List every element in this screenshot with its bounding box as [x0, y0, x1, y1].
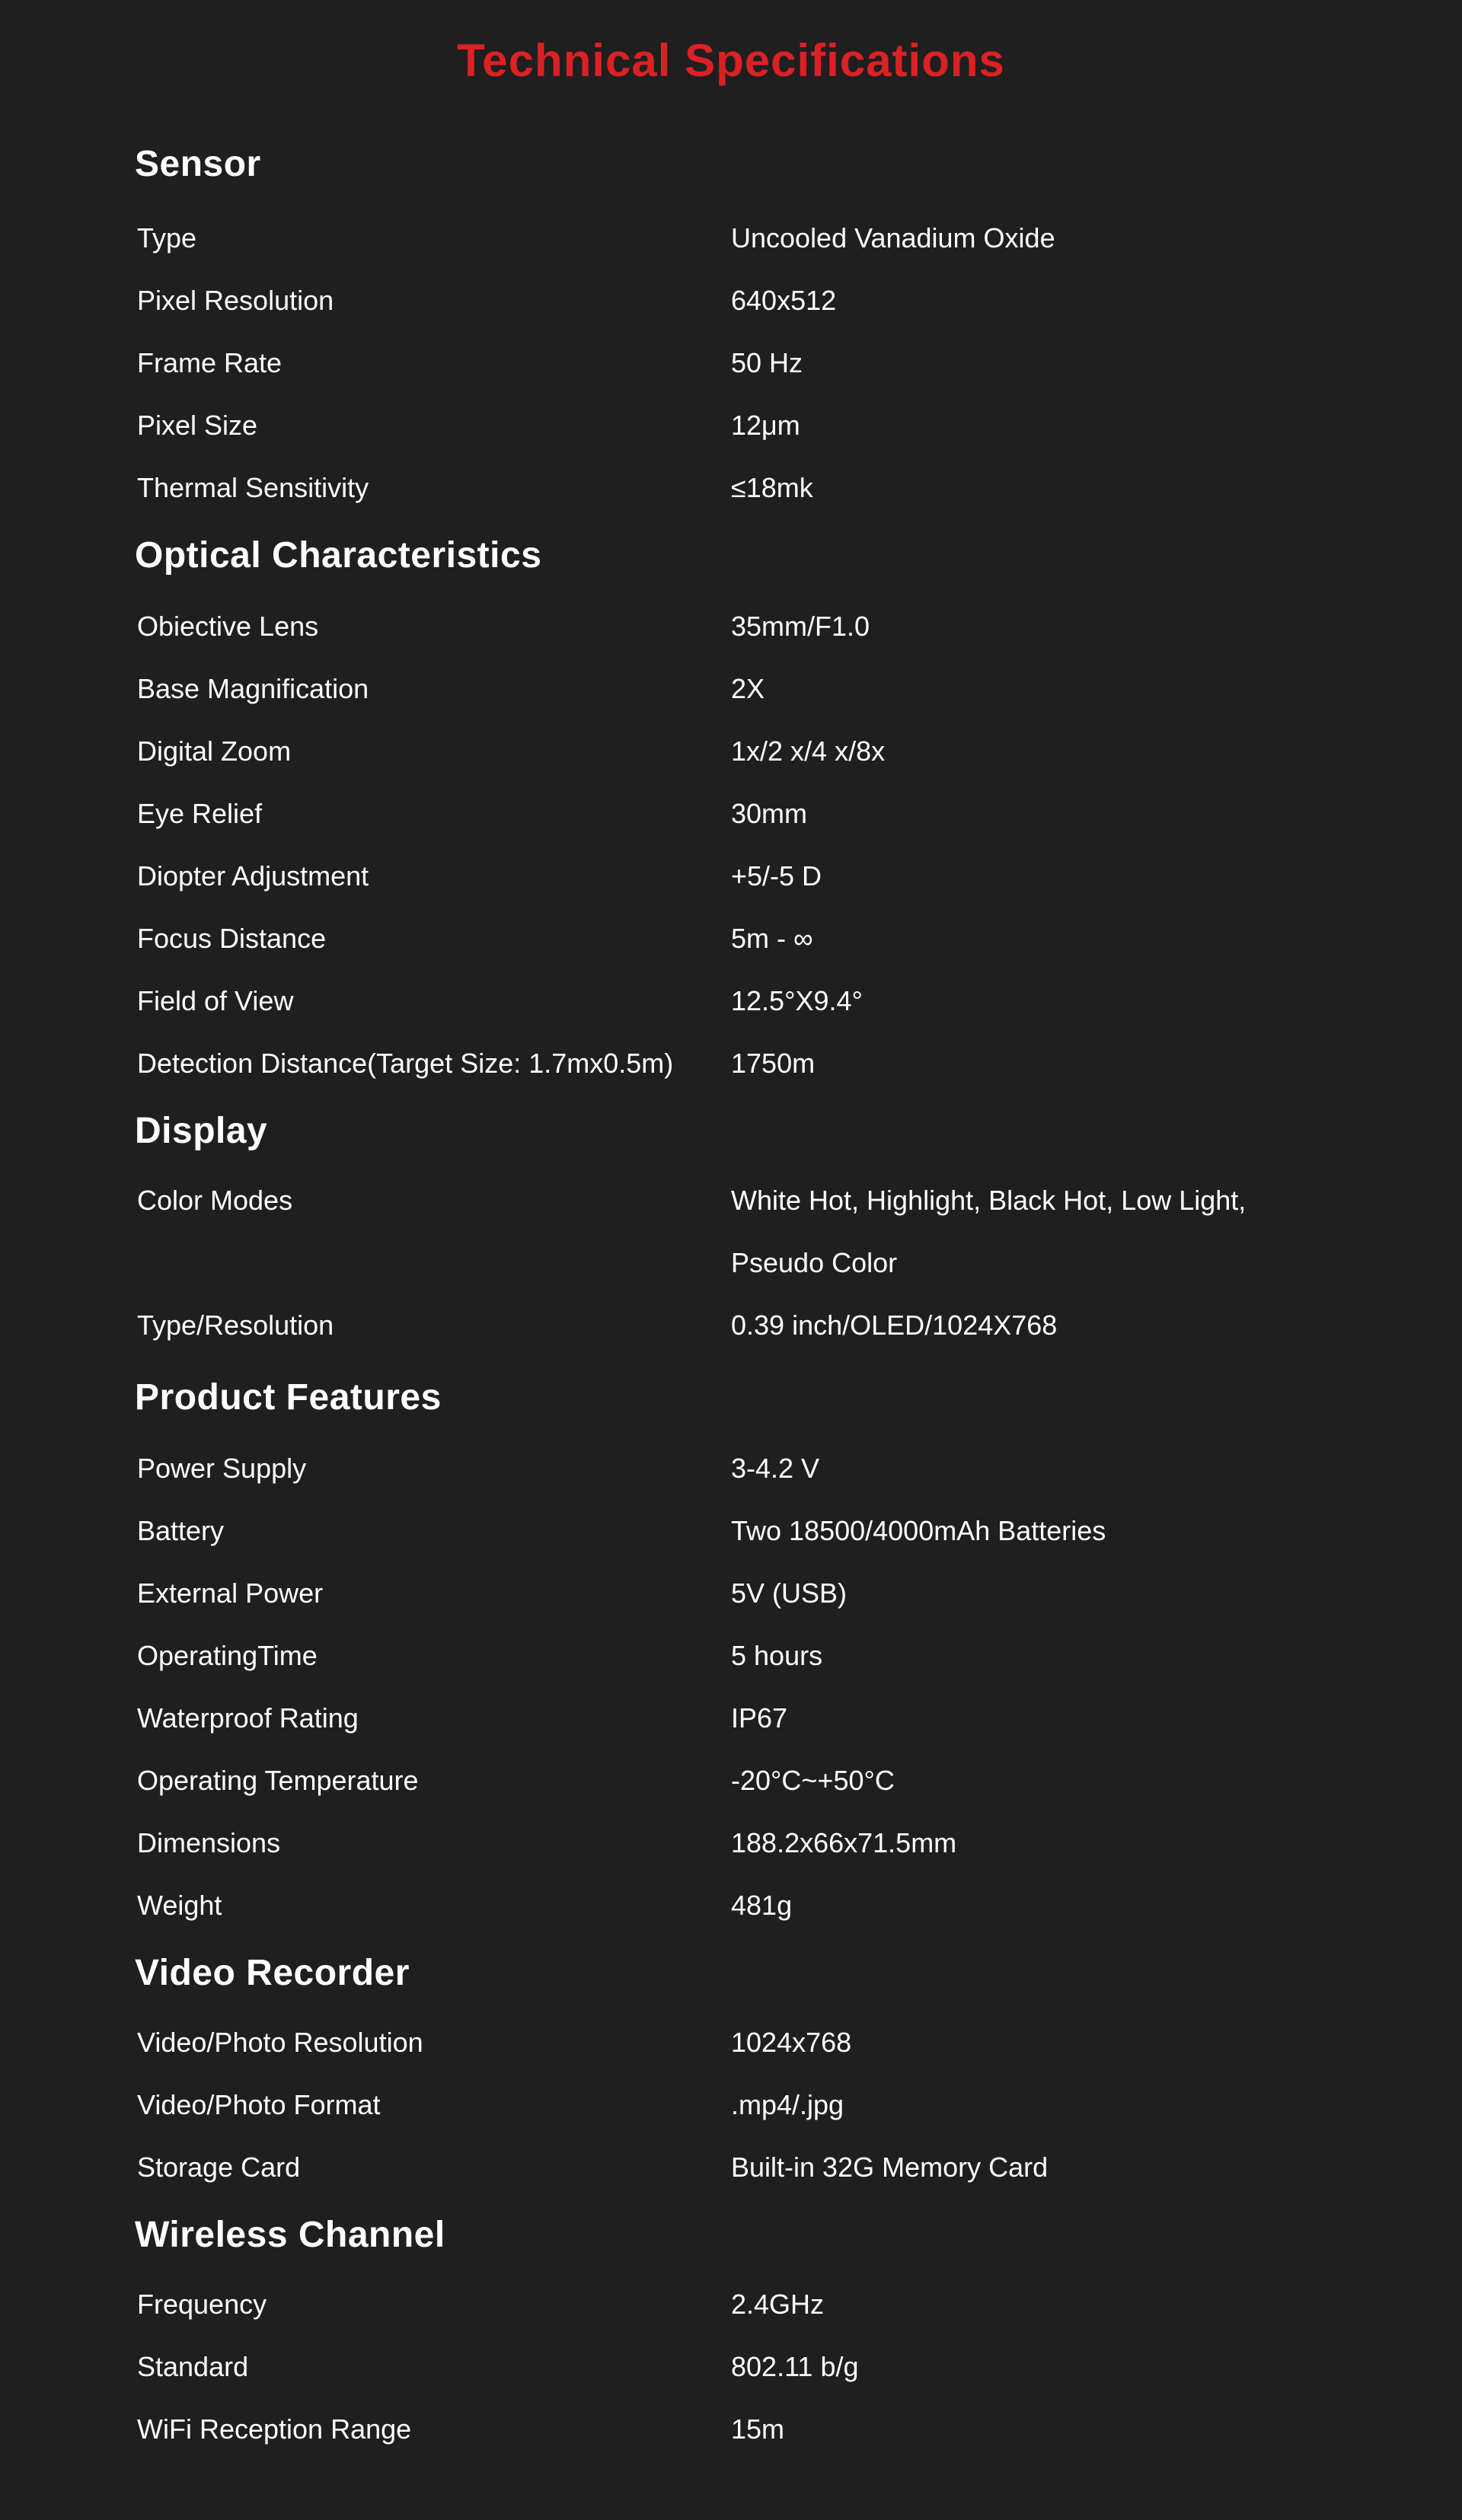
spec-value: 5V (USB) [731, 1577, 848, 1609]
spec-value: 1750m [731, 1048, 816, 1079]
spec-value: ≤18mk [731, 472, 813, 503]
spec-value: 640x512 [731, 285, 837, 316]
spec-row [137, 457, 1325, 519]
spec-label: Storage Card [137, 2152, 301, 2183]
spec-row [137, 908, 1325, 970]
spec-value: 2X [731, 673, 765, 704]
spec-row [137, 783, 1325, 845]
spec-row [137, 1687, 1325, 1750]
spec-value: Two 18500/4000mAh Batteries [731, 1515, 1106, 1546]
spec-value: 12.5°X9.4° [731, 985, 863, 1016]
spec-label: Frame Rate [137, 347, 283, 378]
spec-label: WiFi Reception Range [137, 2413, 412, 2445]
spec-label: Type/Resolution [137, 1309, 334, 1341]
spec-value: 1x/2 x/4 x/8x [731, 735, 886, 767]
spec-row [137, 845, 1325, 908]
spec-row [137, 2273, 1325, 2336]
spec-label: Detection Distance(Target Size: 1.7mx0.5m) [137, 1048, 674, 1079]
spec-value: 802.11 b/g [731, 2351, 859, 2382]
spec-value: IP67 [731, 1702, 788, 1734]
spec-value: 50 Hz [731, 347, 803, 378]
spec-value: 15m [731, 2413, 785, 2445]
spec-row [137, 1812, 1325, 1874]
spec-label: Type [137, 222, 197, 254]
spec-label: Field of View [137, 985, 294, 1016]
spec-row [137, 2074, 1325, 2136]
spec-value: 2.4GHz [731, 2289, 825, 2320]
spec-row [137, 970, 1325, 1032]
spec-label: Base Magnification [137, 673, 369, 704]
spec-row [137, 394, 1325, 457]
spec-value: Built-in 32G Memory Card [731, 2152, 1049, 2183]
spec-label: Dimensions [137, 1827, 281, 1858]
spec-label: Frequency [137, 2289, 267, 2320]
spec-label: Pixel Size [137, 410, 258, 441]
spec-label: Operating Temperature [137, 1765, 419, 1796]
spec-row [137, 658, 1325, 720]
spec-row [137, 1032, 1325, 1095]
spec-value: 0.39 inch/OLED/1024X768 [731, 1309, 1058, 1341]
spec-label: Power Supply [137, 1453, 307, 1484]
spec-value: +5/-5 D [731, 860, 822, 892]
spec-value: 35mm/F1.0 [731, 611, 870, 642]
spec-row [137, 2398, 1325, 2461]
spec-label: Battery [137, 1515, 225, 1546]
spec-row [137, 2011, 1325, 2074]
spec-row [137, 720, 1325, 783]
spec-value: .mp4/.jpg [731, 2089, 844, 2120]
spec-label: Color Modes [137, 1185, 293, 1216]
spec-row [137, 1500, 1325, 1562]
spec-row [137, 2136, 1325, 2199]
spec-value: -20°C~+50°C [731, 1765, 895, 1796]
spec-label: External Power [137, 1577, 324, 1609]
spec-row [137, 332, 1325, 394]
spec-label: Eye Relief [137, 798, 263, 829]
spec-label: Digital Zoom [137, 735, 292, 767]
section-heading-sensor: Sensor [135, 144, 261, 184]
spec-label: Thermal Sensitivity [137, 472, 369, 503]
spec-label: OperatingTime [137, 1640, 318, 1671]
spec-row [137, 1625, 1325, 1687]
section-heading-product-features: Product Features [135, 1377, 442, 1418]
spec-value: Uncooled Vanadium Oxide [731, 222, 1055, 254]
section-heading-video-recorder: Video Recorder [135, 1953, 410, 1993]
spec-value: 3-4.2 V [731, 1453, 820, 1484]
section-heading-display: Display [135, 1111, 268, 1151]
section-heading-wireless-channel: Wireless Channel [135, 2215, 445, 2255]
spec-value: 5m - ∞ [731, 923, 813, 954]
spec-row [137, 1874, 1325, 1937]
spec-row [137, 1294, 1325, 1357]
spec-value: 5 hours [731, 1640, 823, 1671]
spec-label: Diopter Adjustment [137, 860, 369, 892]
spec-value: 1024x768 [731, 2027, 852, 2058]
spec-label: Video/Photo Format [137, 2089, 381, 2120]
spec-label: Weight [137, 1890, 222, 1921]
spec-row [137, 207, 1325, 270]
spec-value: White Hot, Highlight, Black Hot, Low Light, [731, 1185, 1247, 1216]
spec-value-continued: Pseudo Color [731, 1247, 898, 1278]
spec-label: Pixel Resolution [137, 285, 334, 316]
page-title: Technical Specifications [457, 35, 1005, 86]
spec-row [137, 2336, 1325, 2398]
spec-row [137, 1437, 1325, 1500]
spec-label: Standard [137, 2351, 249, 2382]
spec-label: Focus Distance [137, 923, 327, 954]
spec-row [137, 1169, 1325, 1294]
spec-value: 188.2x66x71.5mm [731, 1827, 957, 1858]
spec-value: 481g [731, 1890, 793, 1921]
spec-value: 30mm [731, 798, 808, 829]
spec-row [137, 1750, 1325, 1812]
spec-label: Obiective Lens [137, 611, 319, 642]
spec-row [137, 1562, 1325, 1625]
spec-row [137, 270, 1325, 332]
spec-label: Waterproof Rating [137, 1702, 359, 1734]
spec-row [137, 595, 1325, 658]
section-heading-optical-characteristics: Optical Characteristics [135, 535, 542, 576]
spec-value: 12μm [731, 410, 800, 441]
spec-label: Video/Photo Resolution [137, 2027, 423, 2058]
